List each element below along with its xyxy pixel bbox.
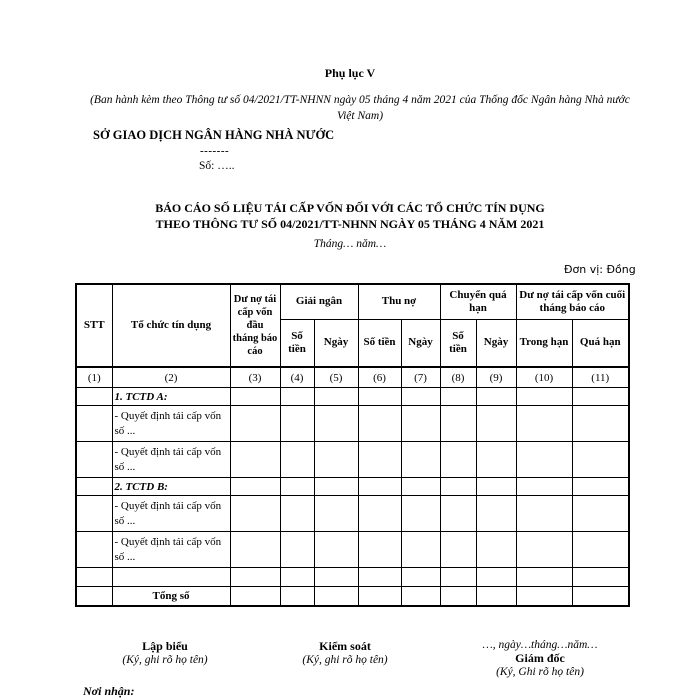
total-label: Tổng số [112, 587, 230, 607]
table-row-group-a [76, 388, 629, 406]
recipients-label: Nơi nhận: [83, 684, 135, 698]
signature-director [460, 639, 620, 678]
signature-controller [285, 639, 405, 666]
header-stt: STT [76, 284, 112, 367]
header-overdue-amount: Số tiền [440, 319, 476, 367]
header-disbursed-amount: Số tiền [280, 319, 314, 367]
decision-label: - Quyết định tái cấp vốn số ... [112, 532, 230, 568]
header-collected-date: Ngày [401, 319, 440, 367]
controller-sign-note: (Ký, ghi rõ họ tên) [302, 654, 388, 666]
column-number-row [76, 367, 629, 388]
group-a-label: 1. TCTD A: [112, 388, 230, 406]
report-title [60, 200, 640, 232]
col-number: (3) [230, 367, 280, 388]
agency-name: SỞ GIAO DỊCH NGÂN HÀNG NHÀ NƯỚC [93, 128, 335, 142]
col-number: (10) [516, 367, 572, 388]
table-row-blank [76, 568, 629, 587]
separator-dashes: ------- [200, 145, 230, 157]
preparer-title: Lập biểu [142, 639, 188, 653]
report-title-line-1: BÁO CÁO SỐ LIỆU TÁI CẤP VỐN ĐỐI VỚI CÁC TỔ CHỨC TÍN DỤNG [155, 201, 545, 215]
table-row [76, 406, 629, 442]
director-sign-note: (Ký, Ghi rõ họ tên) [496, 666, 584, 678]
document-number: Số: ….. [199, 160, 235, 172]
table-row [76, 532, 629, 568]
header-org: Tổ chức tín dụng [112, 284, 230, 367]
col-number: (1) [76, 367, 112, 388]
issued-note: (Ban hành kèm theo Thông tư số 04/2021/TT-NHNN ngày 05 tháng 4 năm 2021 của Thống đốc Ngân hàng Nhà nước Việt Nam) [90, 94, 630, 122]
col-number: (8) [440, 367, 476, 388]
currency-unit: Đơn vị: Đồng [564, 263, 636, 276]
controller-title: Kiểm soát [319, 639, 371, 653]
header-disbursed-date: Ngày [314, 319, 358, 367]
appendix-title: Phụ lục V [324, 66, 376, 80]
table-row [76, 496, 629, 532]
preparer-sign-note: (Ký, ghi rõ họ tên) [122, 654, 208, 666]
director-title: Giám đốc [515, 651, 565, 665]
col-number: (4) [280, 367, 314, 388]
report-period: Tháng… năm… [313, 238, 387, 250]
header-within-term: Trong hạn [516, 319, 572, 367]
header-collected-amount: Số tiền [358, 319, 401, 367]
decision-label: - Quyết định tái cấp vốn số ... [112, 406, 230, 442]
group-b-label: 2. TCTD B: [112, 478, 230, 496]
header-overdue: Chuyển quá hạn [440, 284, 516, 319]
decision-label: - Quyết định tái cấp vốn số ... [112, 496, 230, 532]
col-number: (9) [476, 367, 516, 388]
table-row-total [76, 587, 629, 607]
col-number: (7) [401, 367, 440, 388]
header-past-due: Quá hạn [572, 319, 629, 367]
col-number: (5) [314, 367, 358, 388]
decision-label: - Quyết định tái cấp vốn số ... [112, 442, 230, 478]
header-disbursed: Giải ngân [280, 284, 358, 319]
col-number: (11) [572, 367, 629, 388]
header-overdue-date: Ngày [476, 319, 516, 367]
date-line: …, ngày…tháng…năm… [482, 639, 598, 651]
report-title-line-2: THEO THÔNG TƯ SỐ 04/2021/TT-NHNN NGÀY 05 THÁNG 4 NĂM 2021 [155, 217, 545, 231]
col-number: (2) [112, 367, 230, 388]
signature-preparer [105, 639, 225, 666]
header-collected: Thu nợ [358, 284, 440, 319]
col-number: (6) [358, 367, 401, 388]
header-closing-balance: Dư nợ tái cấp vốn cuối tháng báo cáo [516, 284, 629, 319]
table-row-group-b [76, 478, 629, 496]
header-opening-balance: Dư nợ tái cấp vốn đầu tháng báo cáo [230, 284, 280, 367]
report-table [75, 283, 630, 607]
table-row [76, 442, 629, 478]
